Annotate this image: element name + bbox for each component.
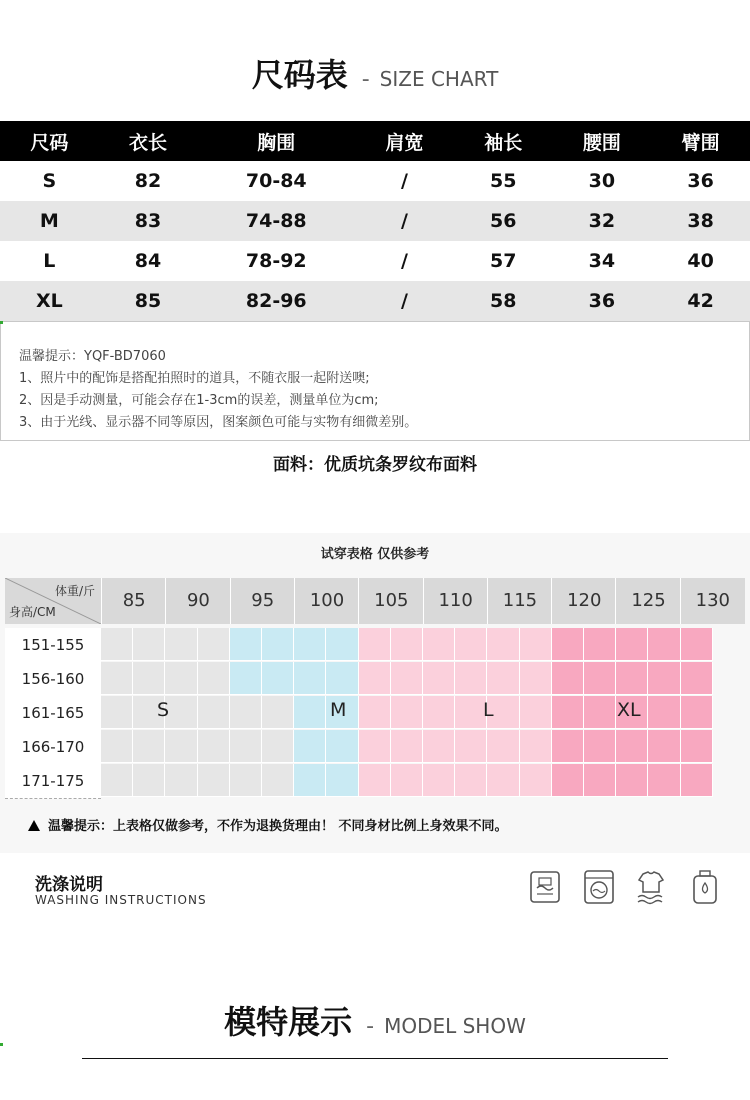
try-on-cell <box>423 696 455 729</box>
table-cell: 30 <box>553 161 652 201</box>
size-table-header: 袖长 <box>454 121 553 161</box>
try-on-cell <box>198 628 230 661</box>
size-zone-label: S <box>157 699 170 721</box>
try-on-cell <box>198 696 230 729</box>
table-cell: XL <box>0 281 99 321</box>
table-cell: S <box>0 161 99 201</box>
table-cell: M <box>0 201 99 241</box>
try-on-cell <box>648 764 680 797</box>
washing-machine-icon <box>582 868 616 906</box>
decor-dot <box>0 1043 3 1046</box>
height-label: 151-155 <box>5 628 101 663</box>
try-on-cell <box>520 662 552 695</box>
model-show-title-en: MODEL SHOW <box>384 1014 526 1038</box>
try-on-cell <box>262 662 294 695</box>
try-on-cell <box>230 662 262 695</box>
table-cell: / <box>355 161 454 201</box>
warning-text: 温馨提示：上表格仅做参考，不作为退换货理由！ 不同身材比例上身效果不同。 <box>48 819 508 834</box>
try-on-cell <box>423 662 455 695</box>
try-on-cell <box>520 764 552 797</box>
try-on-cell <box>165 764 197 797</box>
table-cell: L <box>0 241 99 281</box>
weight-header: 110 <box>423 578 488 624</box>
try-on-cell <box>262 730 294 763</box>
size-chart-title-dash: - <box>361 67 370 92</box>
table-row <box>0 241 750 281</box>
try-on-cell <box>391 662 423 695</box>
try-on-cell <box>552 696 584 729</box>
try-on-cell <box>391 730 423 763</box>
table-cell: 55 <box>454 161 553 201</box>
fabric-description: 面料：优质坑条罗纹布面料 <box>273 455 477 475</box>
height-label: 161-165 <box>5 696 101 731</box>
size-chart-title-cn: 尺码表 <box>251 56 348 94</box>
try-on-cell <box>262 628 294 661</box>
corner-height-label: 身高/CM <box>9 605 56 619</box>
try-on-cell <box>681 764 713 797</box>
try-on-cell <box>648 628 680 661</box>
corner-weight-label: 体重/斤 <box>54 584 95 598</box>
try-on-cell <box>101 730 133 763</box>
try-on-cell <box>616 662 648 695</box>
try-on-cell <box>584 730 616 763</box>
try-on-cell <box>294 730 326 763</box>
try-on-cell <box>165 662 197 695</box>
table-cell: 82 <box>99 161 198 201</box>
try-on-cell <box>391 764 423 797</box>
hand-wash-tub-icon <box>528 868 562 906</box>
table-cell: 58 <box>454 281 553 321</box>
table-cell: 42 <box>651 281 750 321</box>
table-row <box>0 161 750 201</box>
try-on-cell <box>487 628 519 661</box>
size-table-header: 肩宽 <box>355 121 454 161</box>
try-on-cell <box>391 628 423 661</box>
size-table-header-row <box>0 121 750 161</box>
try-on-cell <box>198 662 230 695</box>
model-show-title-dash: - <box>366 1014 375 1039</box>
try-on-cell <box>198 730 230 763</box>
try-on-cell <box>487 764 519 797</box>
try-on-cell <box>423 764 455 797</box>
weight-header: 115 <box>487 578 552 624</box>
weight-header: 105 <box>358 578 423 624</box>
weight-header: 85 <box>101 578 166 624</box>
table-cell: 84 <box>99 241 198 281</box>
try-on-cell <box>455 662 487 695</box>
size-table-header: 腰围 <box>553 121 652 161</box>
try-on-cell <box>681 730 713 763</box>
try-on-cell <box>681 628 713 661</box>
try-on-cell <box>359 628 391 661</box>
try-on-cell <box>133 764 165 797</box>
notes-line: 1、照片中的配饰是搭配拍照时的道具，不随衣服一起附送噢; <box>19 371 370 386</box>
warning-triangle-icon <box>28 820 40 831</box>
trial-table-title: 试穿表格 仅供参考 <box>320 547 430 562</box>
model-show-divider <box>82 1058 668 1059</box>
table-cell: 34 <box>553 241 652 281</box>
try-on-cell <box>455 628 487 661</box>
table-cell: 70-84 <box>197 161 355 201</box>
table-cell: 85 <box>99 281 198 321</box>
try-on-cell <box>230 696 262 729</box>
try-on-cell <box>133 730 165 763</box>
try-on-cell <box>616 730 648 763</box>
try-on-cell <box>198 764 230 797</box>
size-zone-label: XL <box>617 699 641 721</box>
weight-header: 125 <box>615 578 680 624</box>
try-on-corner <box>5 578 101 624</box>
table-cell: / <box>355 201 454 241</box>
weight-header: 100 <box>294 578 359 624</box>
try-on-cell <box>584 628 616 661</box>
table-cell: 83 <box>99 201 198 241</box>
try-on-cell <box>101 696 133 729</box>
warning-note <box>28 815 508 834</box>
height-label: 156-160 <box>5 662 101 697</box>
try-on-cell <box>520 730 552 763</box>
size-table-header: 臂围 <box>651 121 750 161</box>
try-on-cell <box>294 662 326 695</box>
wash-shirt-icon <box>634 868 668 906</box>
notes-line: 温馨提示：YQF-BD7060 <box>19 349 166 364</box>
try-on-cell <box>165 628 197 661</box>
try-on-cell <box>681 696 713 729</box>
try-on-cell <box>520 696 552 729</box>
try-on-cell <box>294 696 326 729</box>
table-cell: / <box>355 241 454 281</box>
weight-header: 95 <box>230 578 295 624</box>
table-row <box>0 201 750 241</box>
height-label: 171-175 <box>5 764 101 799</box>
detergent-bottle-icon <box>688 868 722 906</box>
try-on-cell <box>294 764 326 797</box>
try-on-cell <box>133 662 165 695</box>
try-on-cell <box>552 764 584 797</box>
try-on-cell <box>648 662 680 695</box>
washing-title: 洗涤说明 <box>35 875 103 895</box>
table-cell: 36 <box>651 161 750 201</box>
try-on-cell <box>359 696 391 729</box>
try-on-cell <box>294 628 326 661</box>
try-on-cell <box>133 628 165 661</box>
try-on-cell <box>616 628 648 661</box>
try-on-cell <box>359 662 391 695</box>
weight-header: 90 <box>165 578 230 624</box>
try-on-cell <box>584 662 616 695</box>
model-show-title <box>0 997 750 1043</box>
try-on-cell <box>552 730 584 763</box>
table-cell: 40 <box>651 241 750 281</box>
try-on-cell <box>584 764 616 797</box>
try-on-cell <box>165 696 197 729</box>
try-on-cell <box>423 628 455 661</box>
decor-dot <box>0 321 3 324</box>
try-on-cell <box>520 628 552 661</box>
size-table <box>0 121 750 321</box>
try-on-cell <box>681 662 713 695</box>
table-cell: 38 <box>651 201 750 241</box>
try-on-cell <box>455 764 487 797</box>
table-cell: 78-92 <box>197 241 355 281</box>
size-table-header: 尺码 <box>0 121 99 161</box>
table-cell: 56 <box>454 201 553 241</box>
try-on-cell <box>262 696 294 729</box>
notes-box <box>0 321 750 441</box>
try-on-cell <box>262 764 294 797</box>
try-on-cell <box>648 696 680 729</box>
try-on-cell <box>648 730 680 763</box>
try-on-cell <box>487 730 519 763</box>
table-cell: 74-88 <box>197 201 355 241</box>
try-on-cell <box>326 730 358 763</box>
size-chart-title <box>0 50 750 96</box>
try-on-cell <box>326 764 358 797</box>
try-on-cell <box>391 696 423 729</box>
try-on-cell <box>326 662 358 695</box>
table-cell: 57 <box>454 241 553 281</box>
try-on-cell <box>423 730 455 763</box>
size-table-header: 胸围 <box>197 121 355 161</box>
table-cell: 82-96 <box>197 281 355 321</box>
try-on-cell <box>487 662 519 695</box>
try-on-cell <box>552 628 584 661</box>
weight-header: 130 <box>680 578 745 624</box>
try-on-cell <box>616 764 648 797</box>
washing-subtitle: WASHING INSTRUCTIONS <box>35 893 207 907</box>
size-zone-label: M <box>330 699 347 721</box>
try-on-cell <box>165 730 197 763</box>
try-on-cell <box>584 696 616 729</box>
try-on-cell <box>101 764 133 797</box>
try-on-cell <box>101 662 133 695</box>
height-label: 166-170 <box>5 730 101 765</box>
try-on-cell <box>359 730 391 763</box>
size-chart-title-en: SIZE CHART <box>379 67 499 91</box>
try-on-cell <box>552 662 584 695</box>
try-on-cell <box>359 764 391 797</box>
try-on-cell <box>455 730 487 763</box>
table-cell: / <box>355 281 454 321</box>
try-on-cell <box>230 628 262 661</box>
weight-header: 120 <box>551 578 616 624</box>
try-on-cell <box>230 764 262 797</box>
try-on-cell <box>326 628 358 661</box>
washing-icons <box>528 868 724 908</box>
model-show-title-cn: 模特展示 <box>224 1003 353 1041</box>
size-zone-label: L <box>483 699 494 721</box>
try-on-cell <box>230 730 262 763</box>
try-on-table <box>5 578 745 796</box>
table-cell: 36 <box>553 281 652 321</box>
try-on-cell <box>101 628 133 661</box>
table-row <box>0 281 750 321</box>
table-cell: 32 <box>553 201 652 241</box>
size-table-header: 衣长 <box>99 121 198 161</box>
notes-line: 3、由于光线、显示器不同等原因，图案颜色可能与实物有细微差别。 <box>19 415 418 430</box>
notes-line: 2、因是手动测量，可能会存在1-3cm的误差，测量单位为cm; <box>19 393 379 408</box>
